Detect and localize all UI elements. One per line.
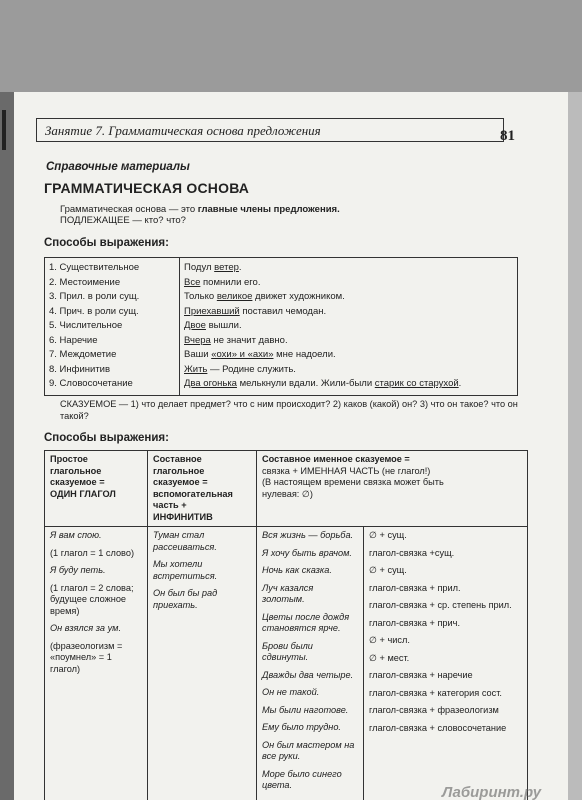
compound-nominal-example: Ночь как сказка.: [262, 565, 332, 575]
col2-header-line: глагольное: [153, 465, 205, 476]
compound-nominal-example: Дважды два четыре.: [262, 669, 354, 680]
compound-nominal-example: Он не такой.: [262, 687, 320, 697]
col1-body: [45, 527, 148, 800]
col1-header: [45, 451, 148, 527]
simple-predicate-example: (фразеологизм = «поумнел» = 1 глагол): [50, 640, 123, 674]
subject-example-row: [184, 363, 513, 378]
subject-example-row: [184, 290, 513, 305]
col3-header: [257, 451, 528, 527]
definition-line-2: ПОДЛЕЖАЩЕЕ — кто? что?: [60, 215, 186, 226]
definition-line-1: [60, 204, 340, 215]
example-subject: ветер: [214, 262, 239, 273]
example-text: Ваши: [184, 349, 212, 360]
compound-nominal-example: Море было синего цвета.: [262, 768, 342, 790]
subject-example-row: [184, 276, 513, 291]
compound-nominal-pattern: глагол-связка + наречие: [369, 670, 473, 680]
col2-header-line: вспомогательная: [153, 488, 233, 499]
col1-header-line: Простое: [50, 454, 88, 464]
subject-types-cell: [45, 258, 180, 396]
col3-header-line: нулевая: ∅): [262, 488, 313, 499]
col2-body: [148, 527, 257, 800]
col2-header-line: Составное: [153, 454, 202, 464]
simple-predicate-example: Я буду петь.: [50, 565, 106, 575]
compound-nominal-example: Он был мастером на все руки.: [262, 739, 355, 761]
subject-example-row: [184, 305, 513, 320]
simple-predicate-example: (1 глагол = 1 слово): [50, 547, 135, 558]
compound-nominal-pattern: глагол-связка + прил.: [369, 582, 461, 593]
example-text: — Родине служить.: [207, 363, 296, 375]
compound-nominal-example: Луч казался золотым.: [262, 582, 314, 604]
compound-nominal-pattern: ∅ + мест.: [369, 652, 410, 663]
example-subject: старик со старухой: [374, 378, 459, 389]
compound-nominal-example: Вся жизнь — борьба.: [262, 530, 354, 540]
chapter-header: Занятие 7. Грамматическая основа предложения: [36, 118, 504, 142]
subject-type-item: 2. Местоимение: [49, 276, 121, 288]
compound-verbal-example: Туман стал рассеиваться.: [153, 530, 217, 552]
example-text: вышли.: [205, 320, 242, 331]
compound-nominal-example: Ему было трудно.: [262, 722, 341, 732]
compound-nominal-pattern: глагол-связка + категория сост.: [369, 687, 502, 698]
col1-header-line: глагольное: [50, 465, 102, 476]
col1-header-line: сказуемое =: [50, 477, 105, 487]
simple-predicate-example: Я вам спою.: [50, 530, 102, 540]
compound-verbal-example: Он был бы рад приехать.: [153, 588, 218, 610]
subject-example-row: [184, 348, 513, 363]
subject-example-row: [184, 377, 513, 392]
compound-nominal-example: Брови были сдвинуты.: [262, 640, 313, 662]
example-text: Только: [184, 291, 217, 302]
subject-example-row: [184, 261, 513, 276]
ways-heading: Способы выражения:: [44, 237, 169, 249]
simple-predicate-example: Он взялся за ум.: [50, 623, 122, 633]
example-subject: Двое: [184, 320, 206, 331]
col3-body: [257, 527, 364, 800]
col3-header-line: (В настоящем времени связка может быть: [262, 477, 444, 487]
col2-header-line: сказуемое =: [153, 477, 208, 487]
subject-type-item: 6. Наречие: [49, 334, 98, 346]
example-text: движет художником.: [252, 291, 345, 302]
compound-nominal-pattern: глагол-связка + фразеологизм: [369, 705, 499, 715]
page-number: 81: [500, 128, 515, 144]
subject-type-item: 1. Существительное: [49, 262, 140, 273]
example-subject: Вчера: [184, 334, 211, 346]
compound-nominal-pattern: глагол-связка + ср. степень прил.: [369, 600, 512, 610]
simple-predicate-example: (1 глагол = 2 слова; будущее сложное время): [50, 582, 134, 616]
compound-nominal-pattern: ∅ + числ.: [369, 635, 410, 645]
example-text: .: [458, 378, 462, 389]
compound-nominal-example: Я хочу быть врачом.: [262, 547, 352, 558]
definition-bold: главные члены предложения.: [197, 204, 340, 215]
example-text: не значит давно.: [210, 334, 288, 346]
page-gutter-right: [568, 92, 582, 800]
example-subject: великое: [216, 291, 253, 302]
example-text: мне надоели.: [273, 349, 336, 360]
subject-type-item: 8. Инфинитив: [49, 363, 111, 375]
section-label: Справочные материалы: [46, 161, 190, 173]
example-text: помнили его.: [200, 276, 261, 288]
compound-nominal-pattern: глагол-связка + прич.: [369, 617, 461, 628]
subject-example-row: [184, 319, 513, 334]
book-page: [14, 92, 568, 800]
page-title: ГРАММАТИЧЕСКАЯ ОСНОВА: [44, 180, 250, 196]
col3-header-line: Составное именное сказуемое =: [262, 454, 410, 464]
col2-header-line: часть +: [153, 500, 187, 510]
compound-nominal-pattern: глагол-связка + словосочетание: [369, 722, 507, 733]
subject-type-item: 4. Прич. в роли сущ.: [49, 305, 139, 317]
example-text: поставил чемодан.: [239, 305, 327, 317]
example-subject: «охи» и «ахи»: [211, 349, 274, 360]
example-text: .: [238, 262, 242, 273]
col1-header-line: ОДИН ГЛАГОЛ: [50, 488, 116, 499]
gutter-mark: [2, 110, 6, 150]
example-subject: Приехавший: [184, 305, 240, 317]
definition-text: Грамматическая основа — это: [60, 204, 198, 215]
example-text: мелькнули вдали. Жили-были: [236, 378, 375, 389]
subject-type-item: 7. Междометие: [49, 349, 117, 360]
compound-nominal-pattern: ∅ + сущ.: [369, 565, 407, 575]
subject-type-item: 9. Словосочетание: [49, 378, 133, 389]
predicate-table: [44, 450, 528, 800]
subject-examples-cell: [180, 258, 518, 396]
page-gutter-left: [0, 92, 14, 800]
subject-type-item: 5. Числительное: [49, 320, 123, 331]
subject-example-row: [184, 334, 513, 349]
col2-header: [148, 451, 257, 527]
col2-header-line: ИНФИНИТИВ: [153, 511, 213, 522]
subject-type-item: 3. Прил. в роли сущ.: [49, 291, 140, 302]
example-subject: Все: [184, 276, 201, 288]
watermark-logo: Лабиринт.ру: [442, 784, 542, 800]
compound-nominal-pattern: ∅ + сущ.: [369, 530, 407, 540]
col3-header-line: связка + ИМЕННАЯ ЧАСТЬ (не глагол!): [262, 465, 431, 476]
example-subject: Два огонька: [184, 378, 237, 389]
compound-nominal-example: Цветы после дождя становятся ярче.: [262, 611, 350, 633]
example-text: Подул: [184, 262, 215, 273]
compound-nominal-example: Мы были наготове.: [262, 704, 349, 715]
example-subject: Жить: [184, 363, 208, 375]
predicate-definition: СКАЗУЕМОЕ — 1) что делает предмет? что с ним происходит? 2) каков (какой) он? 3) что он такое? что он такой?: [60, 399, 518, 421]
subject-table: [44, 257, 518, 396]
col4-body: [364, 527, 528, 800]
compound-nominal-pattern: глагол-связка +сущ.: [369, 547, 455, 558]
ways-heading-2: Способы выражения:: [44, 432, 169, 444]
compound-verbal-example: Мы хотели встретиться.: [153, 559, 218, 581]
